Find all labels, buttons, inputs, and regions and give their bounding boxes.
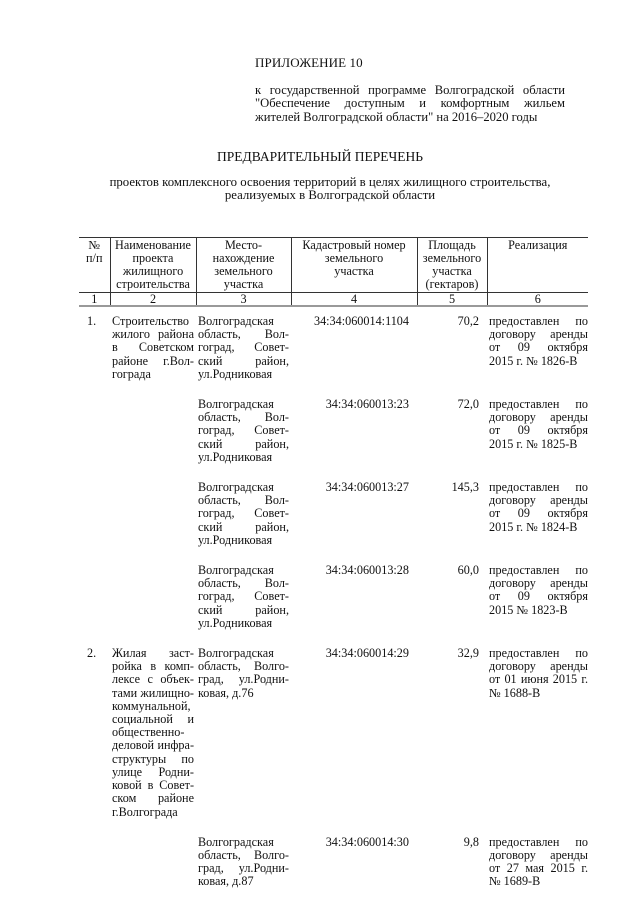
cell-realization [487,836,588,889]
cell-line: ский район, [198,519,289,534]
row-spacer [79,381,588,398]
column-number: 3 [196,293,291,307]
header-line: земельного [324,251,384,265]
cell-line: ройка в комп- [112,659,194,674]
cell-line: ковая, д.76 [198,685,254,700]
cell-line: № 1689-В [489,874,541,889]
cell-line: предоставлен по [489,314,588,328]
cell-line: ул.Родниковая [198,366,273,381]
cell-line: ул.Родниковая [198,449,273,464]
cell-line: от 27 мая 2015 г. [489,861,588,876]
cell-line: предоставлен по [489,834,588,849]
appendix-title: ПРИЛОЖЕНИЕ 10 [255,55,363,70]
cell-line: общественно- [112,725,185,740]
header-line: № [88,238,101,252]
cell-line: 2015 г. № 1824-В [489,519,578,534]
cell-line: Волгоградская [198,834,274,849]
header-line: жилищного [122,264,184,278]
header-line: строительства [116,277,190,291]
cell-line: гоград, Совет- [198,589,289,604]
table-row [79,315,588,381]
cell-line: 2015 № 1823-В [489,602,568,617]
cell-line: область, Вол- [198,327,289,342]
cell-line: предоставлен по [489,480,588,495]
table-body [79,306,588,906]
cell-line: коммунальной, [112,698,191,713]
cell-cadastral-number: 34:34:060014:30 [325,834,409,849]
header-cadastral-number [291,238,417,293]
cell-line: гоград, Совет- [198,340,289,355]
column-number: 4 [291,293,417,307]
cell-line: улице Родни- [112,764,194,779]
row-spacer [79,547,588,564]
cell-line: от 09 октября [489,423,588,438]
cell-location [196,564,291,630]
cell-line: Волгоградская [198,480,274,495]
cell-area: 145,3 [451,480,479,495]
cell-line: ский район, [198,436,289,451]
header-line: п/п [86,251,103,265]
cell-cadastral-number: 34:34:060014:1104 [313,314,409,328]
header-line: Кадастровый номер [302,238,406,252]
row-spacer [79,630,588,647]
cell-line: договору аренды [489,410,588,425]
table-row [79,647,588,819]
header-line: участка [223,277,264,291]
header-line: (гектаров) [425,277,479,291]
cell-line: от 09 октября [489,506,588,521]
cell-area: 9,8 [463,834,479,849]
cell-location [196,315,291,381]
header-line: земельного [214,264,273,278]
cell-project-name [110,564,196,630]
table-row [79,481,588,547]
appendix-reference-line: "Обеспечение доступным и комфортным жильем [255,96,565,111]
cell-line: договору аренды [489,659,588,674]
cell-line: деловой инфра- [112,738,194,753]
header-location [196,238,291,293]
cell-realization [487,647,588,819]
cell-line: жилого района [112,327,194,342]
cell-cadastral-number: 34:34:060014:29 [325,646,409,661]
appendix-reference-line: жителей Волгоградской области" на 2016–2020 годы [255,109,538,124]
cell-line: гограда [112,366,151,381]
header-line: Место- [224,238,263,252]
cell-line: лексе с объек- [112,672,194,687]
cell-line: град, ул.Родни- [198,861,289,876]
cell-line: Жилая заст- [112,646,194,661]
cell-project-name [110,315,196,381]
cell-area: 72,0 [457,397,479,412]
cell-realization [487,398,588,464]
cell-location [196,481,291,547]
header-line: нахождение [212,251,275,265]
row-spacer [79,819,588,836]
cell-line: Волгоградская [198,397,274,412]
cell-line: ский район, [198,353,289,368]
header-line: участка [432,264,472,278]
cell-line: предоставлен по [489,646,588,661]
cell-number [79,398,110,464]
cell-number [79,564,110,630]
cell-line: Строительство [112,314,190,328]
column-number: 5 [417,293,487,307]
header-line: проекта [132,251,174,265]
cell-line: от 01 июня 2015 г. [489,672,588,687]
cell-line: договору аренды [489,493,588,508]
column-number: 6 [487,293,588,307]
cell-line: область, Вол- [198,493,289,508]
cell-area: 70,2 [457,314,479,328]
cell-line: ском районе [112,791,194,806]
cell-line: предоставлен по [489,563,588,578]
document-subtitle [80,176,580,203]
cell-line: договору аренды [489,576,588,591]
header-realization [487,238,588,293]
cell-line: 2015 г. № 1826-В [489,353,578,368]
cell-line: гоград, Совет- [198,506,289,521]
appendix-reference-line: к государственной программе Волгоградской области [255,83,565,97]
cell-line: договору аренды [489,327,588,342]
header-area [417,238,487,293]
cell-line: ский район, [198,602,289,617]
cell-line: ковой в Совет- [112,778,194,793]
cell-line: гоград, Совет- [198,423,289,438]
cell-line: область, Волго- [198,847,289,862]
cell-line: Волгоградская [198,314,274,328]
row-spacer [79,464,588,481]
table-header-row [79,238,588,293]
cell-cadastral-number: 34:34:060013:28 [325,563,409,578]
cell-project-name [110,647,196,819]
table-row [79,398,588,464]
column-number: 1 [79,293,110,307]
cell-line: структуры по [112,751,194,766]
document-subtitle-line: реализуемых в Волгоградской области [224,188,436,203]
table-column-numbers-row [79,293,588,307]
cell-project-name [110,398,196,464]
cell-line: ул.Родниковая [198,532,273,547]
cell-line: районе г.Вол- [112,353,194,368]
projects-table [79,237,588,906]
cell-realization [487,481,588,547]
row-spacer [79,889,588,906]
cell-location [196,647,291,819]
cell-project-name [110,481,196,547]
cell-line: № 1688-В [489,685,541,700]
cell-cadastral-number: 34:34:060013:23 [325,397,409,412]
cell-line: договору аренды [489,847,588,862]
header-line: земельного [422,251,482,265]
cell-area: 32,9 [457,646,479,661]
cell-line: область, Вол- [198,410,289,425]
header-line: участка [334,264,374,278]
appendix-reference [255,84,565,124]
cell-project-name [110,836,196,889]
cell-line: в Советском [112,340,194,355]
cell-realization [487,564,588,630]
document-title: ПРЕДВАРИТЕЛЬНЫЙ ПЕРЕЧЕНЬ [216,149,423,164]
cell-line: область, Волго- [198,659,289,674]
cell-area: 60,0 [457,563,479,578]
header-number [79,238,110,293]
document-subtitle-line: проектов комплексного освоения территорий в целях жилищного строительства, [109,175,551,189]
cell-line: Волгоградская [198,646,274,661]
cell-line: социальной и [112,712,194,727]
cell-line: Волгоградская [198,563,274,578]
header-line: Реализация [508,238,568,252]
cell-line: град, ул.Родни- [198,672,289,687]
header-line: Площадь [428,238,476,252]
cell-line: ковая, д.87 [198,874,254,889]
cell-location [196,398,291,464]
cell-number [79,836,110,889]
cell-line: предоставлен по [489,397,588,412]
header-project-name [110,238,196,293]
cell-realization [487,315,588,381]
cell-line: область, Вол- [198,576,289,591]
table-row [79,564,588,630]
table-row [79,836,588,889]
cell-line: г.Волгограда [112,804,178,819]
cell-line: 2015 г. № 1825-В [489,436,578,451]
cell-line: тами жилищно- [112,685,194,700]
cell-location [196,836,291,889]
cell-line: от 09 октября [489,340,588,355]
cell-number: 2. [87,646,97,661]
cell-line: ул.Родниковая [198,615,273,630]
cell-number [79,481,110,547]
header-line: Наименование [115,238,191,252]
cell-number: 1. [87,314,97,328]
column-number: 2 [110,293,196,307]
cell-line: от 09 октября [489,589,588,604]
cell-cadastral-number: 34:34:060013:27 [325,480,409,495]
